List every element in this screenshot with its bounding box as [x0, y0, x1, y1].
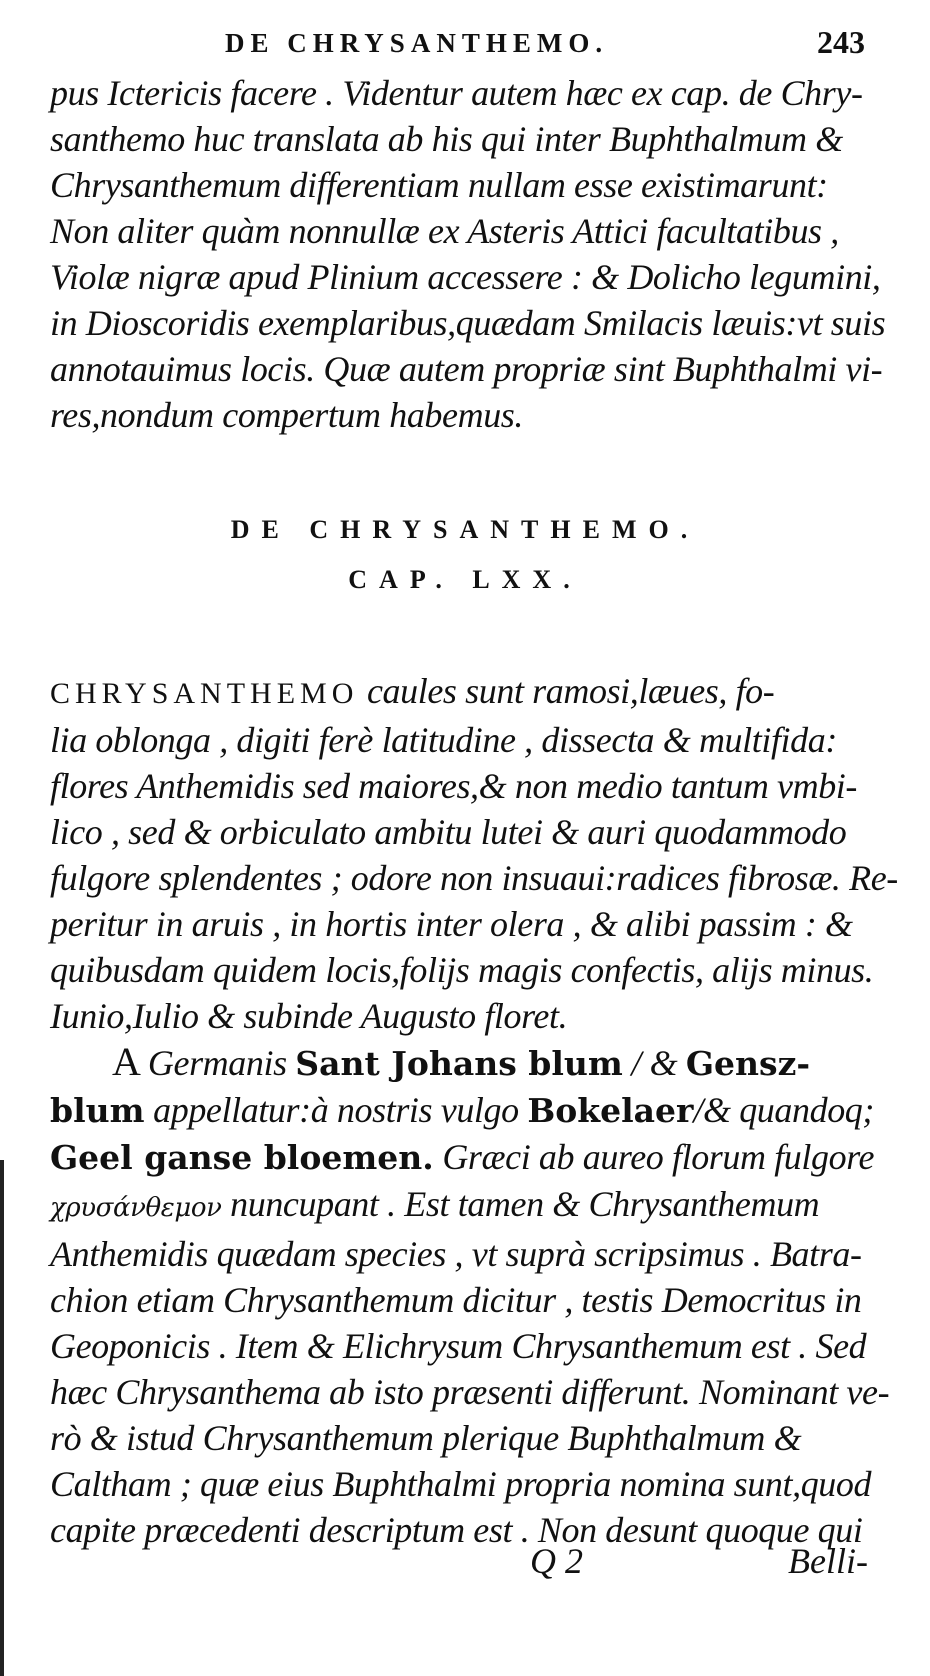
blackletter-span: Gensz- — [685, 1044, 811, 1083]
text-line: Caltham ; quæ eius Buphthalmi propria nomina sunt,quod — [50, 1464, 872, 1504]
text-line: in Dioscoridis exemplaribus,quædam Smilacis læuis:vt suis — [50, 303, 886, 343]
text-line: quibusdam quidem locis,folijs magis confectis, alijs minus. — [50, 950, 874, 990]
chapter-title: DE CHRYSANTHEMO. — [230, 515, 700, 544]
text-line — [50, 1134, 875, 1181]
text-line: santhemo huc translata ab his qui inter Buphthalmum & — [50, 119, 843, 159]
text-span: / & — [622, 1043, 686, 1083]
blackletter-span: blum — [50, 1091, 145, 1130]
text-line — [50, 1087, 875, 1134]
text-span: caules sunt ramosi,læues, fo- — [358, 671, 775, 711]
text-line — [50, 1181, 875, 1231]
text-line: peritur in aruis , in hortis inter olera , & alibi passim : & — [50, 904, 853, 944]
text-line: res,nondum compertum habemus. — [50, 395, 524, 435]
opening-word: CHRYSANTHEMO — [50, 677, 359, 710]
text-span: /& quandoq; — [693, 1090, 874, 1130]
text-span: nuncupant . Est tamen & Chrysanthemum — [221, 1184, 820, 1224]
text-span: appellatur:à nostris vulgo — [144, 1090, 528, 1130]
signature-mark: Q 2 — [530, 1541, 583, 1581]
text-span: Græci ab aureo florum fulgore — [433, 1137, 875, 1177]
blackletter-span: Sant Johans blum — [295, 1044, 623, 1083]
text-line: hæc Chrysanthema ab isto præsenti differunt. Nominant ve- — [50, 1372, 890, 1412]
text-line: Geoponicis . Item & Elichrysum Chrysanthemum est . Sed — [50, 1326, 867, 1366]
blackletter-span: Bokelaer — [527, 1091, 694, 1130]
text-line: fulgore splendentes ; odore non insuaui:radices fibrosæ. Re- — [50, 858, 898, 898]
blackletter-span: Geel ganse bloemen. — [50, 1138, 434, 1177]
chapter-number: CAP. LXX. — [348, 565, 582, 594]
running-head — [60, 24, 870, 64]
text-line: lia oblonga , digiti ferè latitudine , dissecta & multifida: — [50, 720, 837, 760]
text-line: flores Anthemidis sed maiores,& non medio tantum vmbi- — [50, 766, 857, 806]
text-line — [50, 1039, 875, 1087]
catchword: Belli- — [788, 1541, 868, 1581]
chapter-body — [50, 668, 898, 1553]
text-line — [50, 668, 875, 717]
page-number: 243 — [817, 24, 865, 60]
text-span: A — [112, 1039, 148, 1084]
greek-word: χρυσάνθεμον — [50, 1193, 222, 1223]
text-line: Violæ nigræ apud Plinium accessere : & Dolicho legumini, — [50, 257, 881, 297]
text-line: rò & istud Chrysanthemum plerique Buphthalmum & — [50, 1418, 802, 1458]
text-line: pus Ictericis facere . Videntur autem hæc ex cap. de Chry- — [50, 73, 863, 113]
text-line: capite præcedenti descriptum est . Non desunt quoque qui — [50, 1510, 863, 1550]
text-span: Germanis — [147, 1043, 296, 1083]
text-line: Anthemidis quædam species , vt suprà scripsimus . Batra- — [50, 1234, 862, 1274]
text-line: annotauimus locis. Quæ autem propriæ sint Buphthalmi vi- — [50, 349, 883, 389]
text-line: Iunio,Iulio & subinde Augusto floret. — [50, 996, 568, 1036]
page-edge-shadow — [0, 1160, 4, 1676]
running-title: DE CHRYSANTHEMO. — [225, 28, 609, 58]
text-line: Non aliter quàm nonnullæ ex Asteris Attici facultatibus , — [50, 211, 839, 251]
continued-text-block — [50, 70, 886, 438]
text-line: Chrysanthemum differentiam nullam esse existimarunt: — [50, 165, 828, 205]
text-line: chion etiam Chrysanthemum dicitur , testis Democritus in — [50, 1280, 862, 1320]
text-line: lico , sed & orbiculato ambitu lutei & auri quodammodo — [50, 812, 847, 852]
